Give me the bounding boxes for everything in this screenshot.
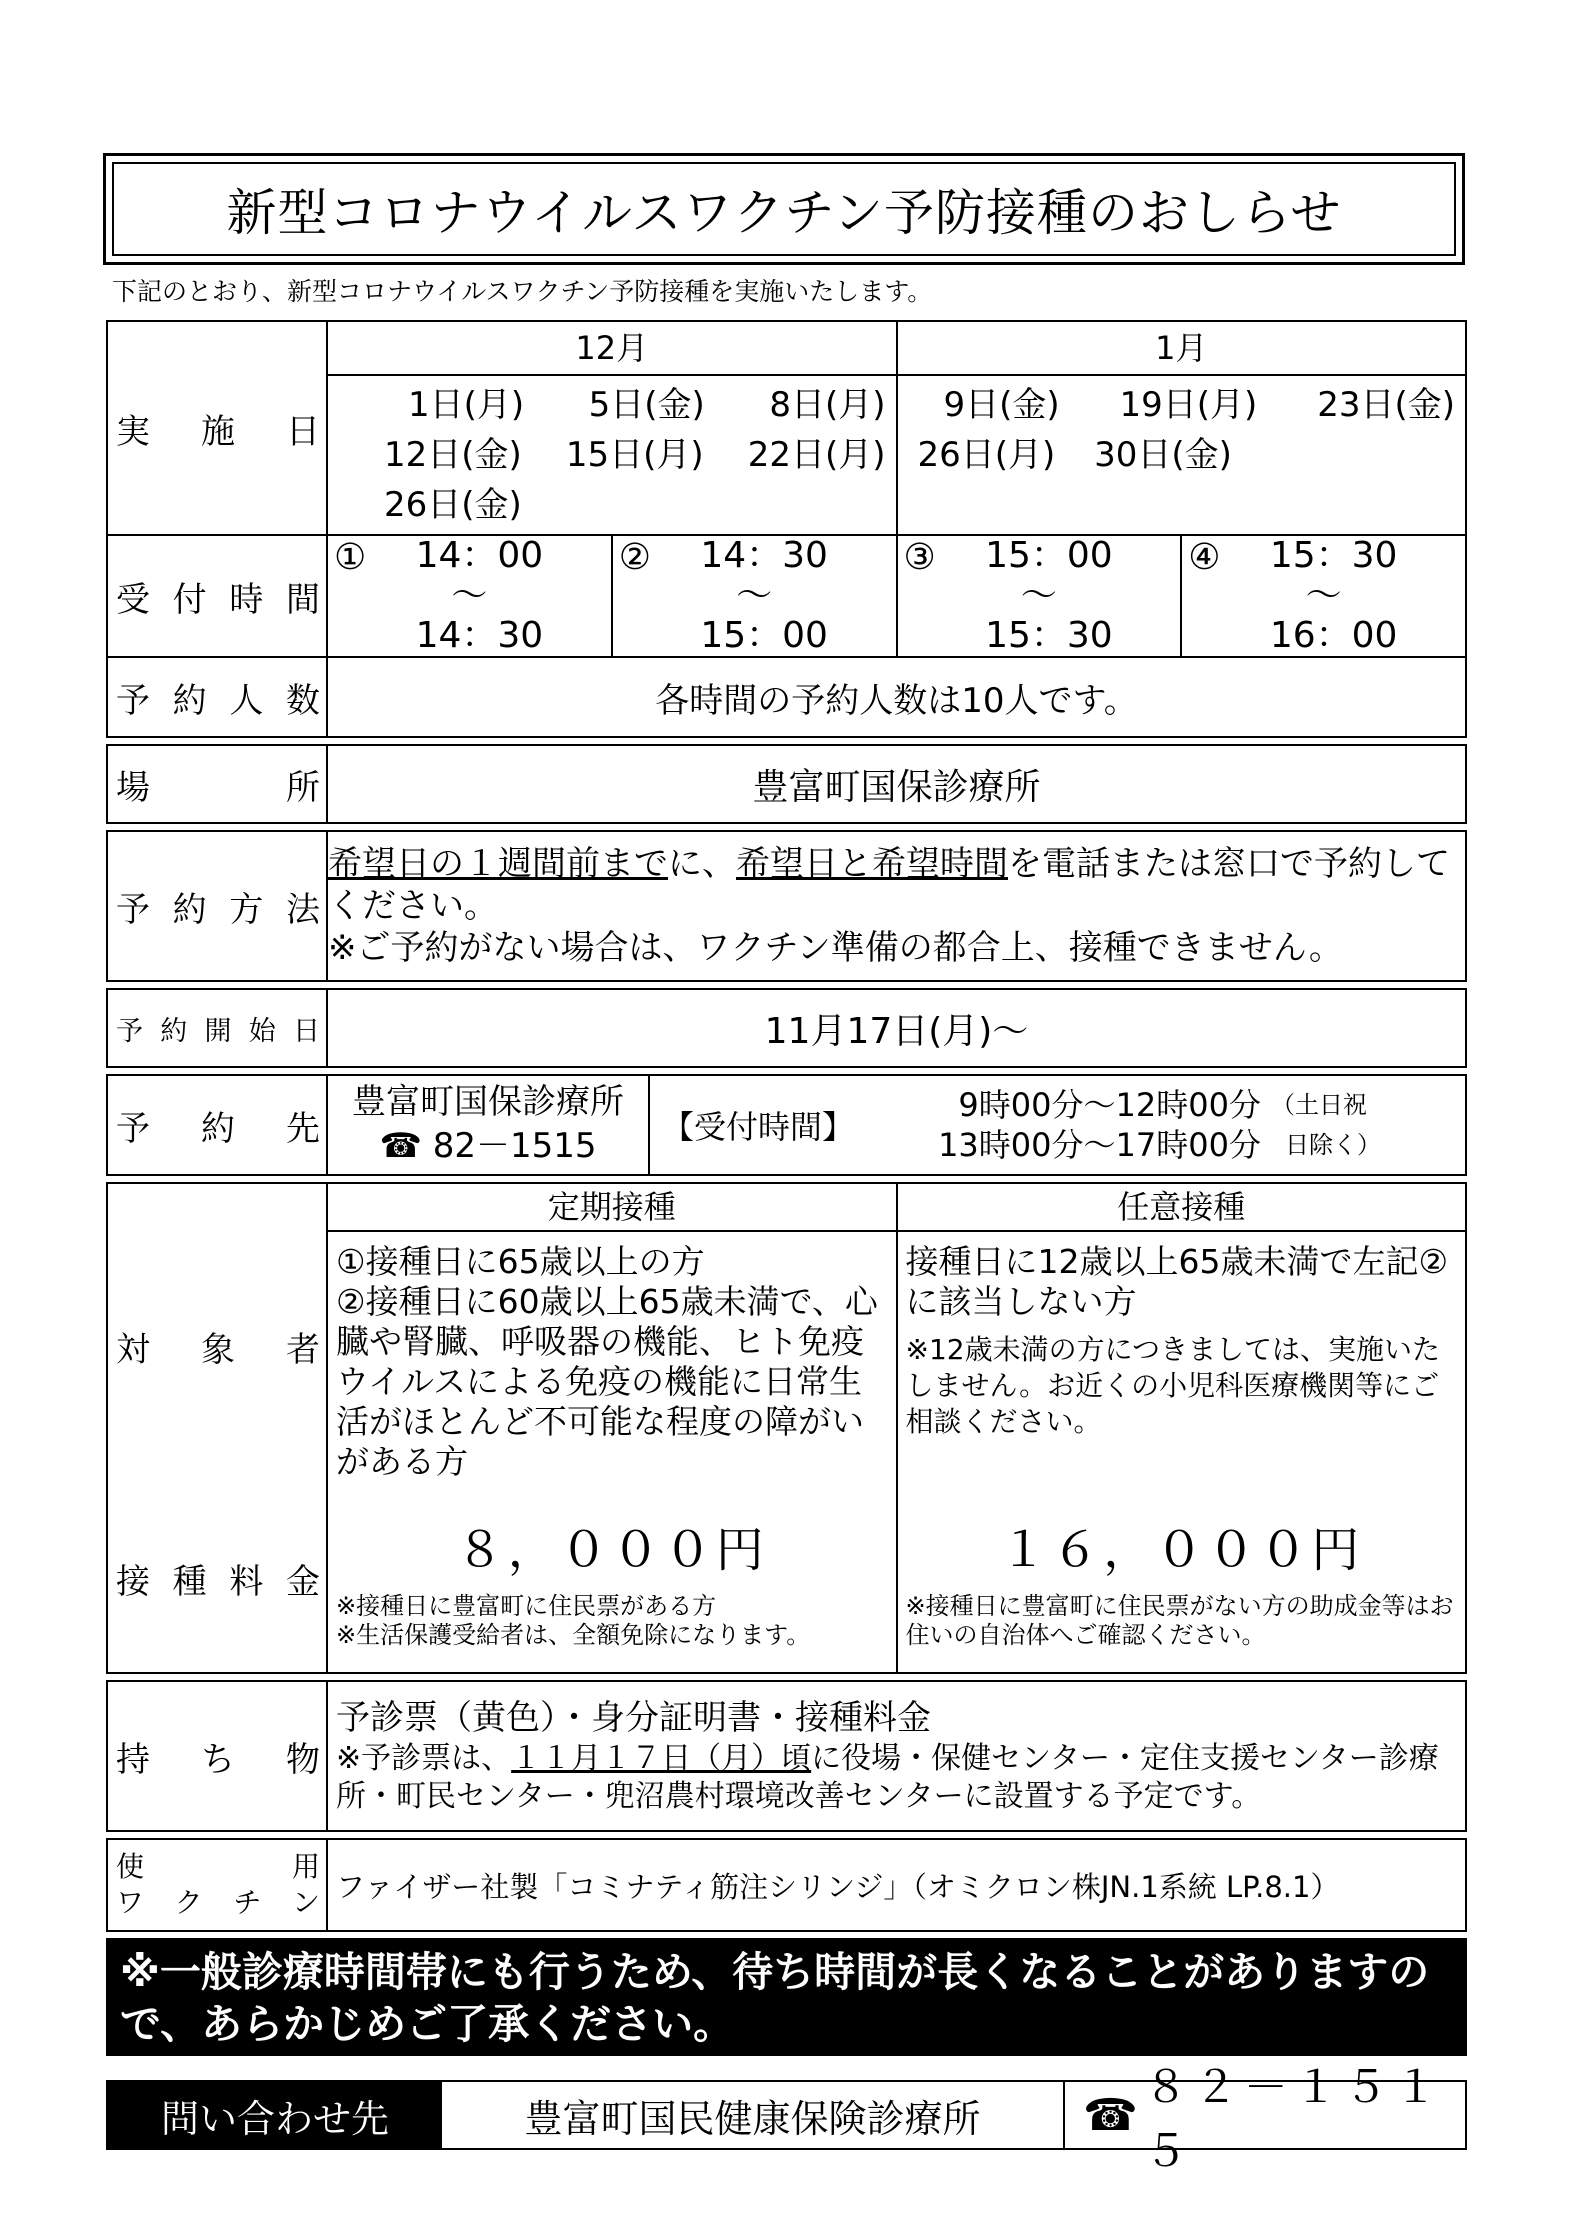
label-start: 予 約 開 始 日 xyxy=(107,989,327,1067)
title-frame xyxy=(103,153,1465,265)
notice-banner: ※一般診療時間帯にも行うため、待ち時間が長くなることがありますので、あらかじめご了承ください。 xyxy=(106,1938,1467,2056)
december-cell xyxy=(327,321,897,535)
label-method: 予 約 方 法 xyxy=(107,831,327,981)
contact-clinic: 豊富町国保診療所 xyxy=(352,1082,624,1122)
slot-2: ② 14：30 ～ 15：00 xyxy=(612,535,897,657)
january-dates: 9日(金) 19日(月) 23日(金) 26日(月) 30日(金) xyxy=(917,385,1455,475)
regular-header: 定期接種 xyxy=(328,1184,896,1232)
regular-cell: 定期接種 ①接種日に65歳以上の方 ②接種日に60歳以上65歳未満で、心臓や腎臓、呼吸器の機能、ヒト免疫ウイルスによる免疫の機能に日常生活がほとんど不可能な程度の障がいがある方 ８，０００円 ※接種日に豊富町に住民票がある方 ※生活保護受給者は、全額免除になります。 xyxy=(327,1183,897,1673)
label-contact: 予 約 先 xyxy=(107,1075,327,1175)
regular-fee: ８，０００円 xyxy=(455,1522,768,1578)
phone-icon: ☎ xyxy=(379,1126,422,1166)
january-cell xyxy=(897,321,1467,535)
phone-icon: ☎ xyxy=(1083,2089,1144,2141)
info-table xyxy=(106,320,1467,1932)
december-dates: 1日(月) 5日(金) 8日(月) 12日(金) 15日(月) 22日(月) 26日(金) xyxy=(384,385,886,525)
slot-1: ① 14：00 ～ 14：30 xyxy=(327,535,612,657)
label-target-fee: 対 象 者 接 種 料 金 xyxy=(107,1183,327,1673)
label-capacity: 予 約 人 数 xyxy=(107,657,327,737)
footer-label: 問い合わせ先 xyxy=(108,2082,442,2148)
intro-text: 下記のとおり、新型コロナウイルスワクチン予防接種を実施いたします。 xyxy=(112,277,933,306)
page-title: 新型コロナウイルスワクチン予防接種のおしらせ xyxy=(112,162,1456,256)
voluntary-cell: 任意接種 接種日に12歳以上65歳未満で左記②に該当しない方 ※12歳未満の方につきましては、実施いたしません。お近くの小児科医療機関等にご相談ください。 １６，０００円 ※接種日に豊富町に住民票がない方の助成金等はお住いの自治体へご確認ください。 xyxy=(897,1183,1467,1673)
vaccine-text: ファイザー社製「コミナティ筋注シリンジ」（オミクロン株JN.1系統 LP.8.1） xyxy=(327,1839,1466,1931)
hours-label: 【受付時間】 xyxy=(662,1108,855,1146)
label-place: 場 所 xyxy=(107,745,327,823)
label-vaccine: 使 用 ワ ク チ ン xyxy=(107,1839,327,1931)
method-note: ※ご予約がない場合は、ワクチン準備の都合上、接種できません。 xyxy=(328,928,1343,968)
slot-3: ③ 15：00 ～ 15：30 xyxy=(897,535,1182,657)
label-reception: 受 付 時 間 xyxy=(107,535,327,657)
footer-phone: ８２－１５１５ xyxy=(1143,2062,1444,2177)
voluntary-fee: １６，０００円 xyxy=(999,1522,1364,1578)
contact-phone: 82－1515 xyxy=(432,1126,597,1166)
slot-4: ④ 15：30 ～ 16：00 xyxy=(1181,535,1466,657)
label-dates: 実 施 日 xyxy=(107,321,327,535)
hours-afternoon: 13時00分～17時00分 xyxy=(938,1126,1261,1164)
january-header: 1月 xyxy=(898,322,1466,376)
voluntary-header: 任意接種 xyxy=(898,1184,1466,1232)
contact-cell: 豊富町国保診療所 ☎ 82－1515 【受付時間】 9時00分～12時00分 13時00分～17時00分 （土日祝 日除く） xyxy=(327,1075,1466,1175)
label-items: 持 ち 物 xyxy=(107,1681,327,1831)
footer-clinic: 豊富町国民健康保険診療所 xyxy=(442,2082,1065,2148)
december-header: 12月 xyxy=(328,322,896,376)
place-text: 豊富町国保診療所 xyxy=(327,745,1466,823)
footer-phone-block xyxy=(1065,2062,1465,2177)
start-date: 11月17日(月)～ xyxy=(327,989,1466,1067)
items-cell: 予診票（黄色）・身分証明書・接種料金 ※予診票は、１１月１７日（月）頃に役場・保健センター・定住支援センター診療所・町民センター・兜沼農村環境改善センターに設置する予定です。 xyxy=(327,1681,1466,1831)
footer-contact xyxy=(106,2062,1467,2177)
capacity-text: 各時間の予約人数は10人です。 xyxy=(327,657,1466,737)
hours-morning: 9時00分～12時00分 xyxy=(958,1086,1261,1124)
method-text: 希望日の１週間前までに、希望日と希望時間を電話または窓口で予約してください。 ※ご予約がない場合は、ワクチン準備の都合上、接種できません。 xyxy=(327,831,1466,981)
